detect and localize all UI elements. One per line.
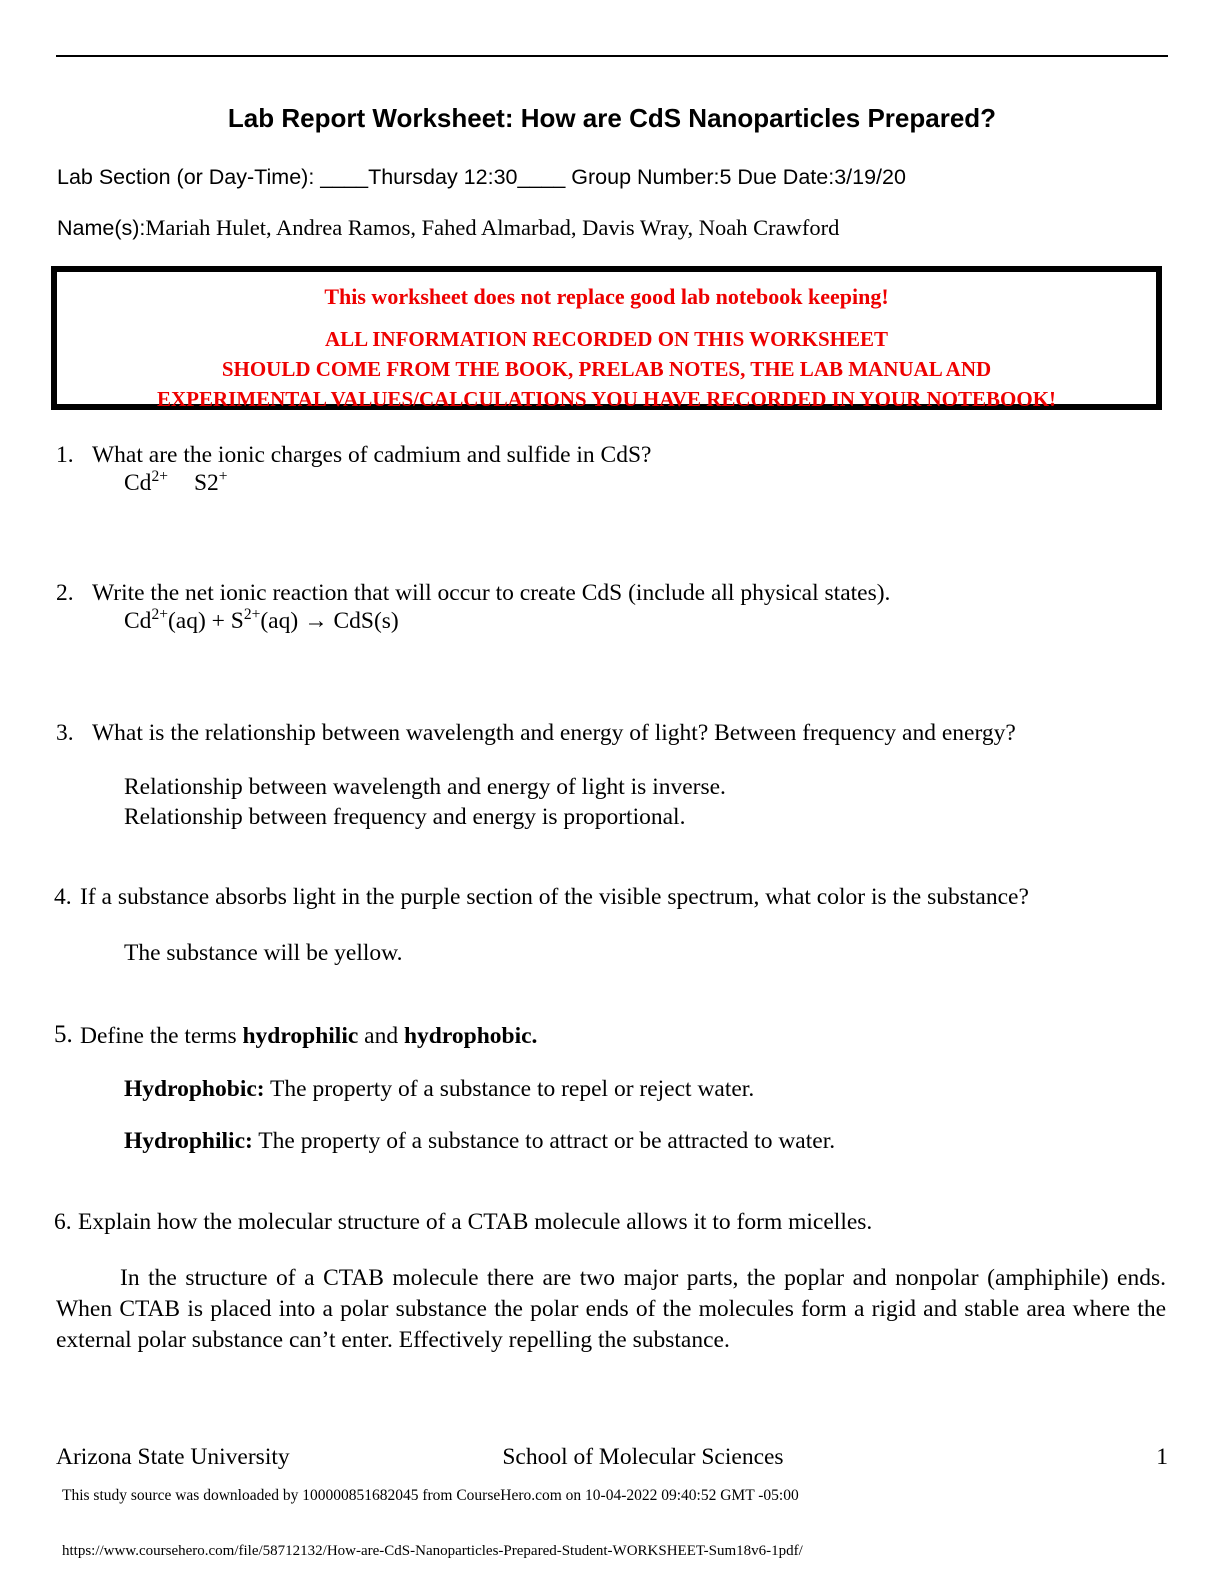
reactant-cd: Cd [124,608,152,634]
question-3-answer-line-1: Relationship between wavelength and energy of light is inverse. [124,774,726,800]
answer-s-symbol: S2 [193,470,219,496]
term-hydrophilic: hydrophilic [242,1023,359,1049]
reactant-s: S [230,608,244,634]
warning-body-line-3: EXPERIMENTAL VALUES/CALCULATIONS YOU HAVE RECORDED IN YOUR NOTEBOOK! [156,387,1057,411]
question-3-number: 3. [56,720,74,746]
question-3-answer [124,772,726,832]
question-4-prompt: If a substance absorbs light in the purple section of the visible spectrum, what color is the substance? [80,884,1029,910]
reactant-cd-charge: 2+ [151,606,168,624]
names-line [57,215,839,241]
question-6-prompt: Explain how the molecular structure of a CTAB molecule allows it to form micelles. [78,1209,873,1235]
hydrophilic-definition: The property of a substance to attract or be attracted to water. [252,1128,836,1154]
answer-cd-symbol: Cd [124,470,152,496]
answer-s-charge: + [218,468,228,486]
question-4-number: 4. [54,884,72,910]
question-5-prompt-part-1: Define the terms [80,1023,243,1049]
reaction-arrow-icon: → [304,608,328,634]
page-title: Lab Report Worksheet: How are CdS Nanoparticles Prepared? [227,103,997,133]
question-1-prompt: What are the ionic charges of cadmium and sulfide in CdS? [92,442,652,468]
question-3-answer-line-2: Relationship between frequency and energy is proportional. [124,804,686,830]
hydrophilic-label: Hydrophilic: [124,1128,253,1154]
question-6-number: 6. [54,1209,72,1235]
question-5-answer-hydrophilic [124,1126,835,1156]
reactant-s-state: (aq) [260,608,305,634]
lab-section-line: Lab Section (or Day-Time): ____Thursday 12:30____ Group Number:5 Due Date:3/19/20 [57,165,906,189]
question-1-number: 1. [56,442,74,468]
question-1-answer [124,468,228,498]
reactant-s-charge: 2+ [243,606,261,624]
warning-box [51,266,1162,410]
header-divider [56,55,1168,57]
term-hydrophobic: hydrophobic. [403,1023,538,1049]
reactant-cd-state: (aq) + [167,608,231,634]
question-5-prompt-part-2: and [358,1023,404,1049]
page-footer [56,1444,1168,1471]
names-value: Mariah Hulet, Andrea Ramos, Fahed Almarbad, Davis Wray, Noah Crawford [145,215,840,240]
footer-university: Arizona State University [56,1444,290,1470]
answer-cd-charge: 2+ [151,468,168,486]
footer-page-number: 1 [1156,1444,1168,1470]
warning-headline: This worksheet does not replace good lab notebook keeping! [324,284,889,309]
question-6-answer: In the structure of a CTAB molecule there are two major parts, the poplar and nonpolar (amphiphile) ends. When CTAB is placed into a polar substance the polar ends of the molecules form a rigid and stable area where the external polar substance can’t enter. Effectively repelling the substance. [56,1265,1166,1353]
question-3-prompt: What is the relationship between wavelength and energy of light? Between frequency and energy? [92,720,1016,746]
question-2-answer-equation [124,606,399,636]
warning-box-content [57,272,1156,414]
footer-school: School of Molecular Sciences [502,1444,784,1470]
question-5-number: 5. [54,1021,73,1048]
download-watermark-note: This study source was downloaded by 100000851682045 from CourseHero.com on 10-04-2022 09:40:52 GMT -05:00 [62,1487,799,1504]
warning-body-line-2: SHOULD COME FROM THE BOOK, PRELAB NOTES, THE LAB MANUAL AND [221,357,992,381]
question-2-number: 2. [56,580,74,606]
question-5-prompt [80,1021,1140,1051]
question-2-prompt: Write the net ionic reaction that will occur to create CdS (include all physical states). [92,580,891,606]
names-label: Name(s): [57,216,146,240]
question-4-answer: The substance will be yellow. [124,940,403,966]
source-url-text: https://www.coursehero.com/file/58712132/How-are-CdS-Nanoparticles-Prepared-Student-WORKSHEET-Sum18v6-1pdf/ [62,1543,803,1559]
hydrophobic-definition: The property of a substance to repel or reject water. [264,1076,755,1102]
hydrophobic-label: Hydrophobic: [124,1076,265,1102]
warning-body-line-1: ALL INFORMATION RECORDED ON THIS WORKSHEET [324,327,889,351]
question-5-answer-hydrophobic [124,1074,754,1104]
equation-product: CdS(s) [327,608,399,634]
